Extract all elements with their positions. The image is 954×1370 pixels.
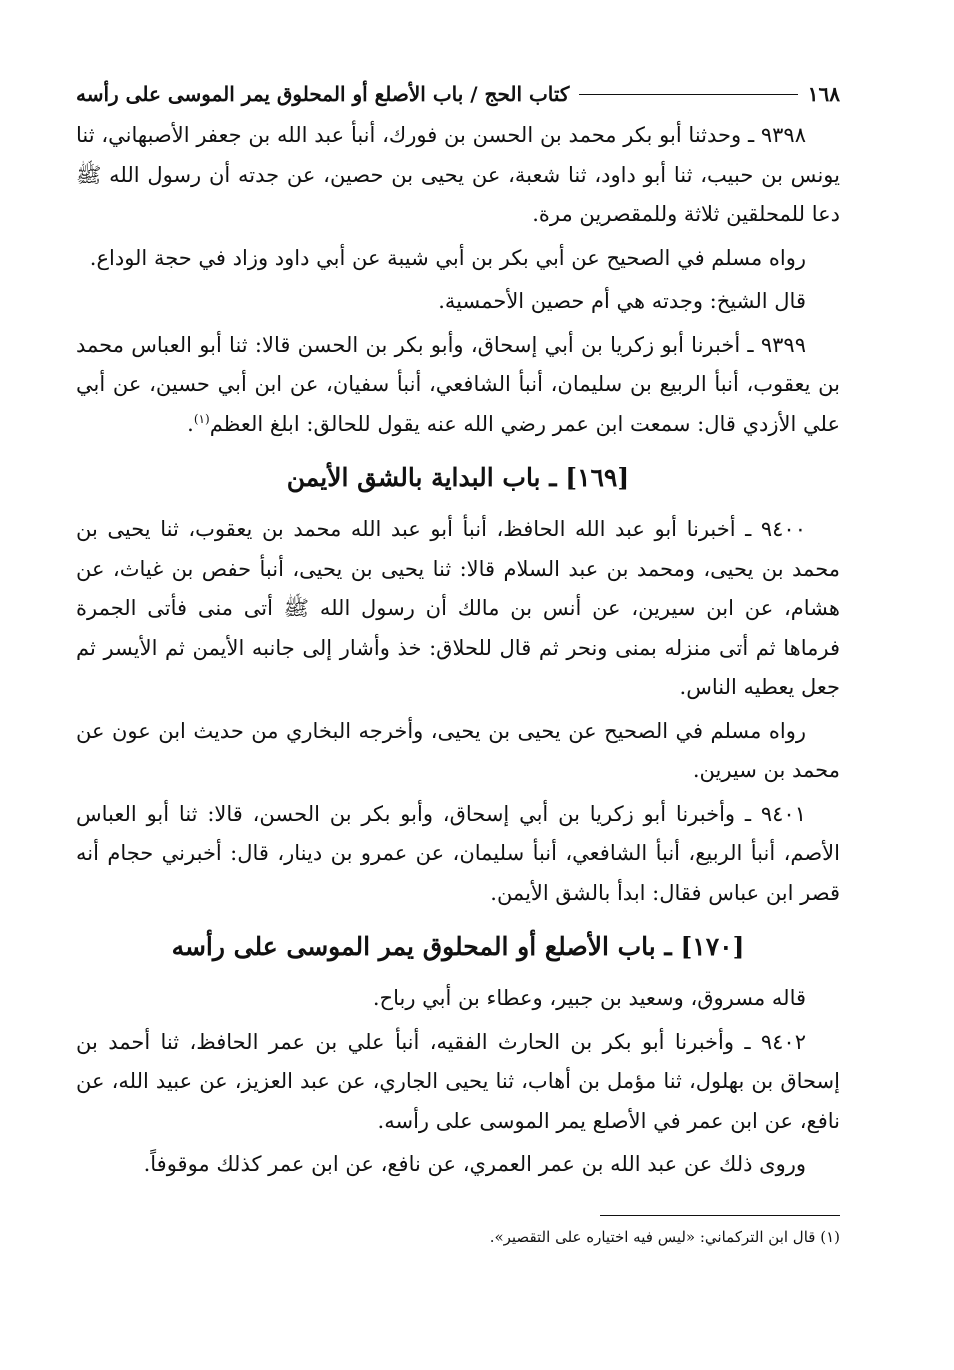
commentary-paragraph: رواه مسلم في الصحيح عن أبي بكر بن أبي شيبة عن أبي داود وزاد في حجة الوداع.: [89, 245, 806, 270]
hadith-9398: ٩٣٩٨ ـ وحدثنا أبو بكر محمد بن الحسن بن فورك، أنبأ عبد الله بن جعفر الأصبهاني، ثنا يونس بن حبيب، ثنا أبو داود، ثنا شعبة، عن يحيى بن حصين، عن جدته أن رسول الله ﷺ دعا للمحلقين ثلاثة وللمقصرين مرة.: [76, 123, 840, 226]
running-title: كتاب الحج / باب الأصلع أو المحلوق يمر الموسى على رأسه: [76, 82, 570, 106]
hadith-9399-end: .: [187, 411, 194, 436]
book-page: [76, 78, 840, 1252]
header-rule: [579, 94, 797, 95]
page-number: ١٦٨: [807, 82, 840, 106]
body-text: [76, 116, 840, 1185]
running-head: [76, 78, 840, 110]
hadith-9401: ٩٤٠١ ـ وأخبرنا أبو زكريا بن أبي إسحاق، وأبو بكر بن الحسن، قالا: ثنا أبو العباس الأصم، أنبأ الربيع، أنبأ الشافعي، أنبأ سليمان، عن عمرو بن دينار، قال: أخبرني حجام أنه قصر ابن عباس فقال: ابدأ بالشق الأيمن.: [76, 801, 840, 905]
footnote: (١) قال ابن التركماني: «ليس فيه اختياره على التقصير».: [489, 1227, 840, 1246]
footnote-rule: [600, 1215, 840, 1216]
hadith-9400: ٩٤٠٠ ـ أخبرنا أبو عبد الله الحافظ، أنبأ أبو عبد الله محمد بن يعقوب، ثنا يحيى بن محمد بن يحيى، ومحمد بن عبد السلام قالا: ثنا يحيى بن يحيى، أنبأ حفص بن غياث، عن هشام، عن ابن سيرين، عن أنس بن مالك أن رسول الله ﷺ أتى منى فأتى الجمرة فرماها ثم أتى منزله بمنى ونحر ثم قال للحلاق: خذ وأشار إلى جانبه الأيمن ثم الأيسر ثم جعل يعطيه الناس.: [76, 517, 840, 699]
commentary-paragraph: قال الشيخ: وجدته هي أم حصين الأحمسية.: [438, 289, 806, 313]
commentary-paragraph: رواه مسلم في الصحيح عن يحيى بن يحيى، وأخرجه البخاري من حديث ابن عون عن محمد بن سيرين.: [76, 718, 840, 782]
hadith-9399-text: ٩٣٩٩ ـ أخبرنا أبو زكريا بن أبي إسحاق، وأبو بكر بن الحسن قالا: ثنا أبو العباس محمد بن يعقوب، أنبأ الربيع بن سليمان، أنبأ الشافعي، أنبأ سفيان، عن ابن أبي حسين، عن أبي علي الأزدي قال: سمعت ابن عمر رضي الله عنه يقول للحالق: ابلغ العظم: [76, 332, 840, 436]
footnote-reference[interactable]: (١): [193, 411, 210, 426]
hadith-9399: [76, 326, 840, 445]
chapter-169-heading: [١٦٩] ـ باب البداية بالشق الأيمن: [286, 463, 630, 492]
hadith-9402: ٩٤٠٢ ـ وأخبرنا أبو بكر بن الحارث الفقيه، أنبأ علي بن عمر الحافظ، ثنا أحمد بن إسحاق بن بهلول، ثنا مؤمل بن أهاب، ثنا يحيى الجاري، عن عبد العزيز، عن عبيد الله، عن نافع، عن ابن عمر في الأصلع يمر الموسى على رأسه.: [76, 1029, 840, 1133]
commentary-paragraph: قاله مسروق، وسعيد بن جبير، وعطاء بن أبي رباح.: [372, 986, 806, 1010]
commentary-paragraph: وروى ذلك عن عبد الله بن عمر العمري، عن نافع، عن ابن عمر كذلك موقوفاً.: [143, 1152, 806, 1176]
chapter-170-heading: [١٧٠] ـ باب الأصلع أو المحلوق يمر الموسى على رأسه: [171, 932, 745, 961]
